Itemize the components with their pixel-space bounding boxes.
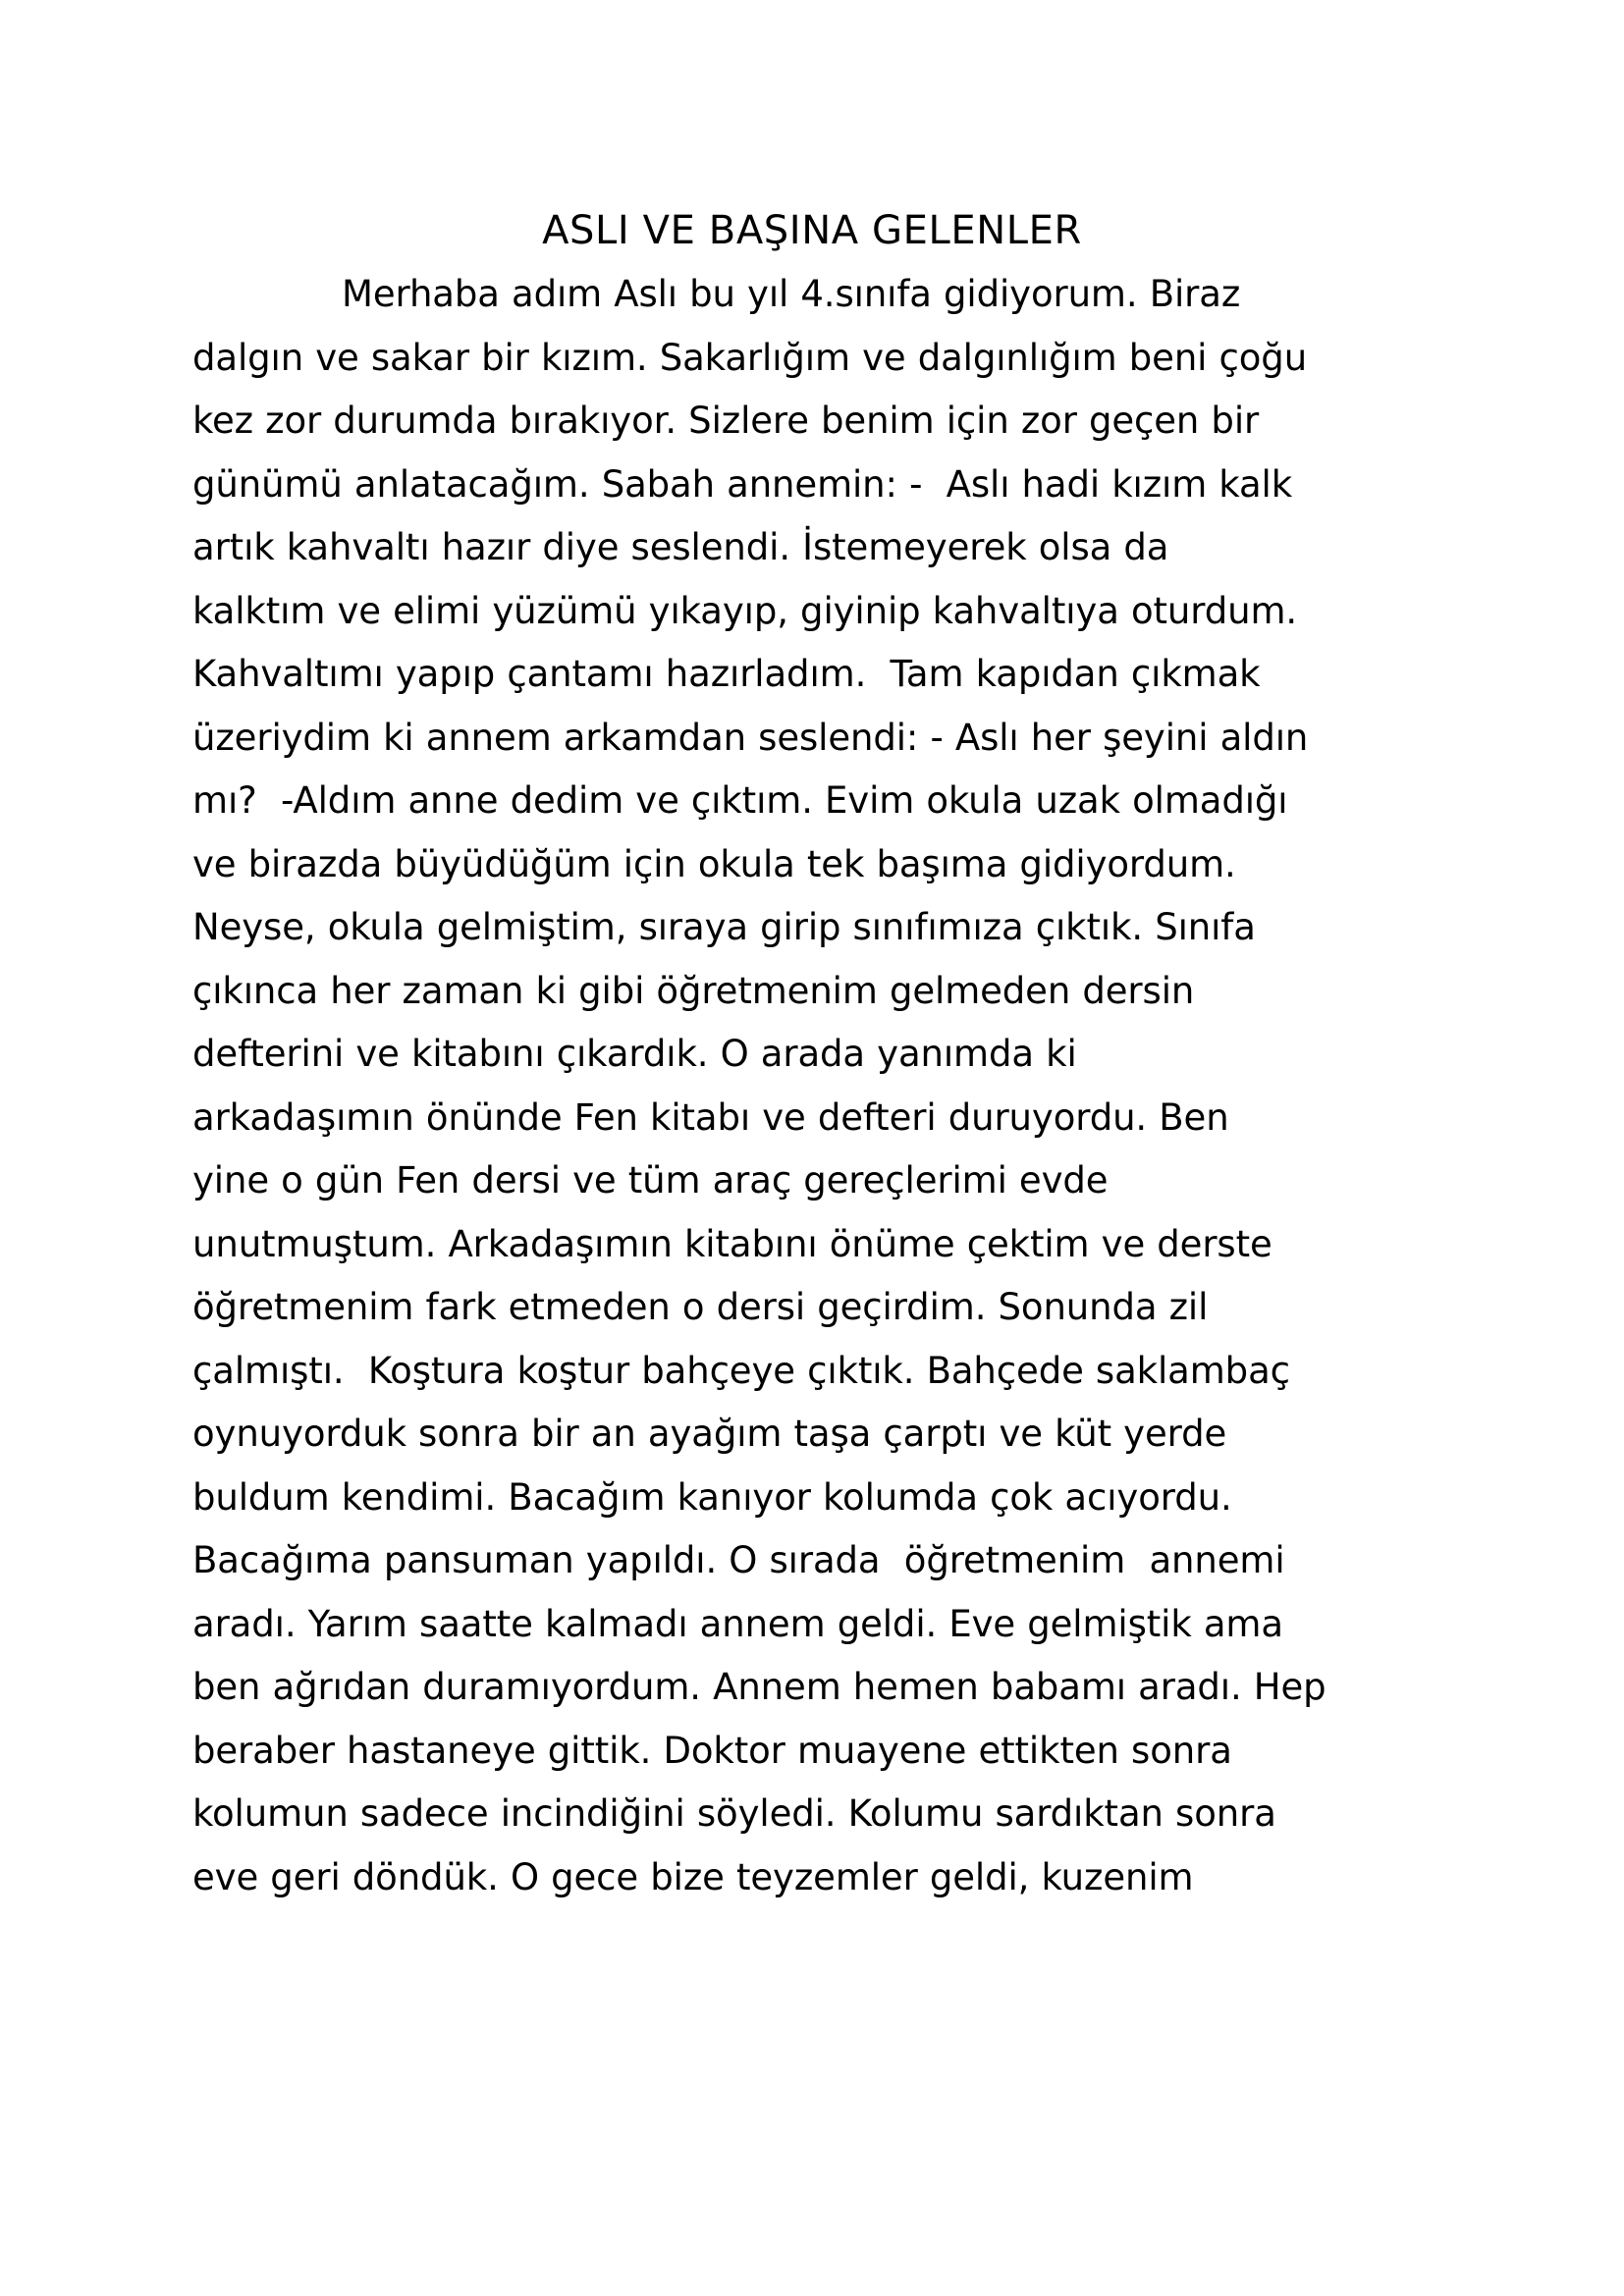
- text-line: oynuyorduk sonra bir an ayağım taşa çarptı ve küt yerde: [192, 1413, 1227, 1455]
- text-line: buldum kendimi. Bacağım kanıyor kolumda çok acıyordu.: [192, 1475, 1232, 1519]
- page-title: ASLI VE BAŞINA GELENLER: [542, 207, 1082, 253]
- text-line: artık kahvaltı hazır diye seslendi. İstemeyerek olsa da: [192, 526, 1169, 568]
- text-line: ve birazda büyüdüğüm için okula tek başıma gidiyordum.: [192, 842, 1236, 885]
- text-line: kalktım ve elimi yüzümü yıkayıp, giyinip kahvaltıya oturdum.: [192, 589, 1298, 632]
- text-line: ben ağrıdan duramıyordum. Annem hemen babamı aradı. Hep: [192, 1666, 1326, 1708]
- document-body: [192, 263, 1418, 1909]
- text-line: çalmıştı. Koştura koştur bahçeye çıktık. Bahçede saklambaç: [192, 1349, 1290, 1392]
- text-line: unutmuştum. Arkadaşımın kitabını önüme çektim ve derste: [192, 1222, 1272, 1265]
- text-line: aradı. Yarım saatte kalmadı annem geldi. Eve gelmiştik ama: [192, 1602, 1283, 1645]
- text-line: Kahvaltımı yapıp çantamı hazırladım. Tam kapıdan çıkmak: [192, 653, 1261, 695]
- text-line: Neyse, okula gelmiştim, sıraya girip sınıfımıza çıktık. Sınıfa: [192, 906, 1256, 948]
- text-line: kez zor durumda bırakıyor. Sizlere benim için zor geçen bir: [192, 400, 1260, 442]
- text-line: beraber hastaneye gittik. Doktor muayene ettikten sonra: [192, 1729, 1232, 1772]
- text-line: arkadaşımın önünde Fen kitabı ve defteri duruyordu. Ben: [192, 1095, 1229, 1139]
- text-line: eve geri döndük. O gece bize teyzemler geldi, kuzenim: [192, 1855, 1194, 1898]
- text-line: Bacağıma pansuman yapıldı. O sırada öğretmenim annemi: [192, 1539, 1285, 1581]
- text-line: üzeriydim ki annem arkamdan seslendi: - Aslı her şeyini aldın: [192, 716, 1309, 759]
- text-line: günümü anlatacağım. Sabah annemin: - Aslı hadi kızım kalk: [192, 462, 1293, 506]
- text-line: defterini ve kitabını çıkardık. O arada yanımda ki: [192, 1033, 1077, 1075]
- text-line: öğretmenim fark etmeden o dersi geçirdim. Sonunda zil: [192, 1286, 1209, 1328]
- text-line: mı? -Aldım anne dedim ve çıktım. Evim okula uzak olmadığı: [192, 779, 1288, 822]
- body-paragraph: [192, 263, 1418, 1909]
- text-line: dalgın ve sakar bir kızım. Sakarlığım ve dalgınlığım beni çoğu: [192, 336, 1308, 379]
- text-line: çıkınca her zaman ki gibi öğretmenim gelmeden dersin: [192, 969, 1195, 1012]
- text-line: kolumun sadece incindiğini söyledi. Kolumu sardıktan sonra: [192, 1792, 1276, 1835]
- text-line: Merhaba adım Aslı bu yıl 4.sınıfa gidiyorum. Biraz: [342, 273, 1241, 315]
- text-line: yine o gün Fen dersi ve tüm araç gereçlerimi evde: [192, 1159, 1109, 1201]
